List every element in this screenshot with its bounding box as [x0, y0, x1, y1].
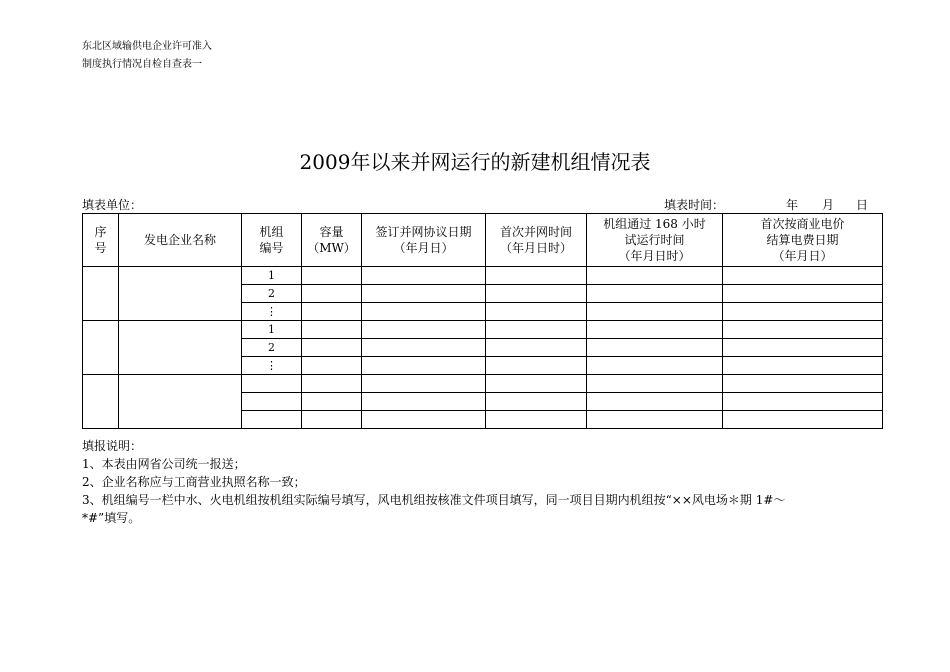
- column-header-line: （年月日）: [393, 241, 454, 255]
- data-cell[interactable]: [302, 303, 362, 321]
- column-header-line: 机组通过 168 小时: [603, 217, 706, 231]
- unit-number-cell[interactable]: [242, 393, 302, 411]
- data-cell[interactable]: [486, 357, 587, 375]
- unit-number-cell[interactable]: ⋮: [242, 303, 302, 321]
- data-cell[interactable]: [723, 267, 883, 285]
- unit-info-table: [82, 213, 883, 429]
- data-cell[interactable]: [723, 375, 883, 393]
- data-cell[interactable]: [723, 339, 883, 357]
- data-cell[interactable]: [302, 357, 362, 375]
- unit-number-cell[interactable]: [242, 411, 302, 429]
- unit-number-cell[interactable]: 2: [242, 285, 302, 303]
- unit-number-cell[interactable]: 1: [242, 267, 302, 285]
- column-header: [302, 214, 362, 267]
- note-item-3-cont: *#”填写。: [82, 511, 141, 525]
- column-header: [242, 214, 302, 267]
- data-cell[interactable]: [587, 393, 723, 411]
- note-item-3: 3、机组编号一栏中水、火电机组按机组实际编号填写，风电机组按核准文件项目填写，同一项目目期内机组按“××风电场＊期 1#～: [82, 493, 786, 507]
- column-header-line: 机组: [259, 225, 284, 239]
- data-cell[interactable]: [587, 267, 723, 285]
- column-header-line: 试运行时间: [624, 233, 685, 247]
- note-item-2: 2、企业名称应与工商营业执照名称一致；: [82, 475, 306, 489]
- column-header-line: （年月日）: [772, 249, 833, 263]
- data-cell[interactable]: [723, 321, 883, 339]
- data-cell[interactable]: [723, 285, 883, 303]
- notes-heading: 填报说明：: [82, 439, 143, 453]
- data-cell[interactable]: [302, 267, 362, 285]
- column-header: [723, 214, 883, 267]
- unit-number-cell[interactable]: 2: [242, 339, 302, 357]
- column-header-line: （MW）: [307, 241, 356, 255]
- data-cell[interactable]: [587, 411, 723, 429]
- column-header-line: （年月日时）: [499, 241, 572, 255]
- data-cell[interactable]: [302, 375, 362, 393]
- data-cell[interactable]: [486, 393, 587, 411]
- table-row: [83, 321, 883, 339]
- data-cell[interactable]: [486, 411, 587, 429]
- column-header: [119, 214, 242, 267]
- fill-unit-label: 填表单位：: [82, 198, 143, 212]
- column-header-line: 序: [94, 225, 107, 239]
- table-header-row: [83, 214, 883, 267]
- unit-number-cell[interactable]: [242, 375, 302, 393]
- data-cell[interactable]: [486, 321, 587, 339]
- data-cell[interactable]: [587, 375, 723, 393]
- data-cell[interactable]: [486, 339, 587, 357]
- seq-cell[interactable]: [83, 321, 119, 375]
- data-cell[interactable]: [486, 375, 587, 393]
- data-cell[interactable]: [362, 303, 486, 321]
- seq-cell[interactable]: [83, 267, 119, 321]
- data-cell[interactable]: [302, 411, 362, 429]
- column-header-line: 首次按商业电价: [760, 217, 845, 231]
- header-line-1: 东北区域输供电企业许可准入: [82, 41, 212, 52]
- data-cell[interactable]: [486, 267, 587, 285]
- data-cell[interactable]: [302, 393, 362, 411]
- column-header: [486, 214, 587, 267]
- unit-number-cell[interactable]: 1: [242, 321, 302, 339]
- data-cell[interactable]: [723, 411, 883, 429]
- data-cell[interactable]: [587, 321, 723, 339]
- data-cell[interactable]: [486, 285, 587, 303]
- column-header: [362, 214, 486, 267]
- column-header: [83, 214, 119, 267]
- data-cell[interactable]: [362, 285, 486, 303]
- column-header-line: 首次并网时间: [499, 225, 572, 239]
- column-header-line: 签订并网协议日期: [375, 225, 472, 239]
- data-cell[interactable]: [587, 357, 723, 375]
- data-cell[interactable]: [486, 303, 587, 321]
- table-row: [83, 375, 883, 393]
- data-cell[interactable]: [362, 375, 486, 393]
- column-header-line: 发电企业名称: [143, 233, 216, 247]
- data-cell[interactable]: [587, 339, 723, 357]
- column-header: [587, 214, 723, 267]
- data-cell[interactable]: [362, 321, 486, 339]
- fill-instructions: [82, 437, 882, 527]
- data-cell[interactable]: [587, 303, 723, 321]
- column-header-line: 容量: [319, 225, 344, 239]
- day-label: 日: [856, 198, 869, 212]
- data-cell[interactable]: [723, 393, 883, 411]
- data-cell[interactable]: [362, 357, 486, 375]
- data-cell[interactable]: [362, 267, 486, 285]
- note-item-1: 1、本表由网省公司统一报送；: [82, 457, 246, 471]
- seq-cell[interactable]: [83, 375, 119, 429]
- column-header-line: 号: [94, 241, 107, 255]
- column-header-line: 结算电费日期: [766, 233, 839, 247]
- fill-time-label: 填表时间：: [664, 198, 725, 212]
- data-cell[interactable]: [362, 393, 486, 411]
- table-row: [83, 267, 883, 285]
- data-cell[interactable]: [723, 303, 883, 321]
- column-header-line: 编号: [259, 241, 284, 255]
- data-cell[interactable]: [302, 321, 362, 339]
- company-name-cell[interactable]: [119, 321, 242, 375]
- data-cell[interactable]: [587, 285, 723, 303]
- column-header-line: （年月日时）: [618, 249, 691, 263]
- header-line-2: 制度执行情况自检自查表一: [82, 59, 202, 70]
- page-title: 2009年以来并网运行的新建机组情况表: [299, 150, 651, 174]
- data-cell[interactable]: [302, 285, 362, 303]
- month-label: 月: [822, 198, 835, 212]
- company-name-cell[interactable]: [119, 267, 242, 321]
- data-cell[interactable]: [362, 411, 486, 429]
- data-cell[interactable]: [362, 339, 486, 357]
- data-cell[interactable]: [723, 357, 883, 375]
- data-cell[interactable]: [302, 339, 362, 357]
- year-label: 年: [786, 198, 799, 212]
- company-name-cell[interactable]: [119, 375, 242, 429]
- unit-number-cell[interactable]: ⋮: [242, 357, 302, 375]
